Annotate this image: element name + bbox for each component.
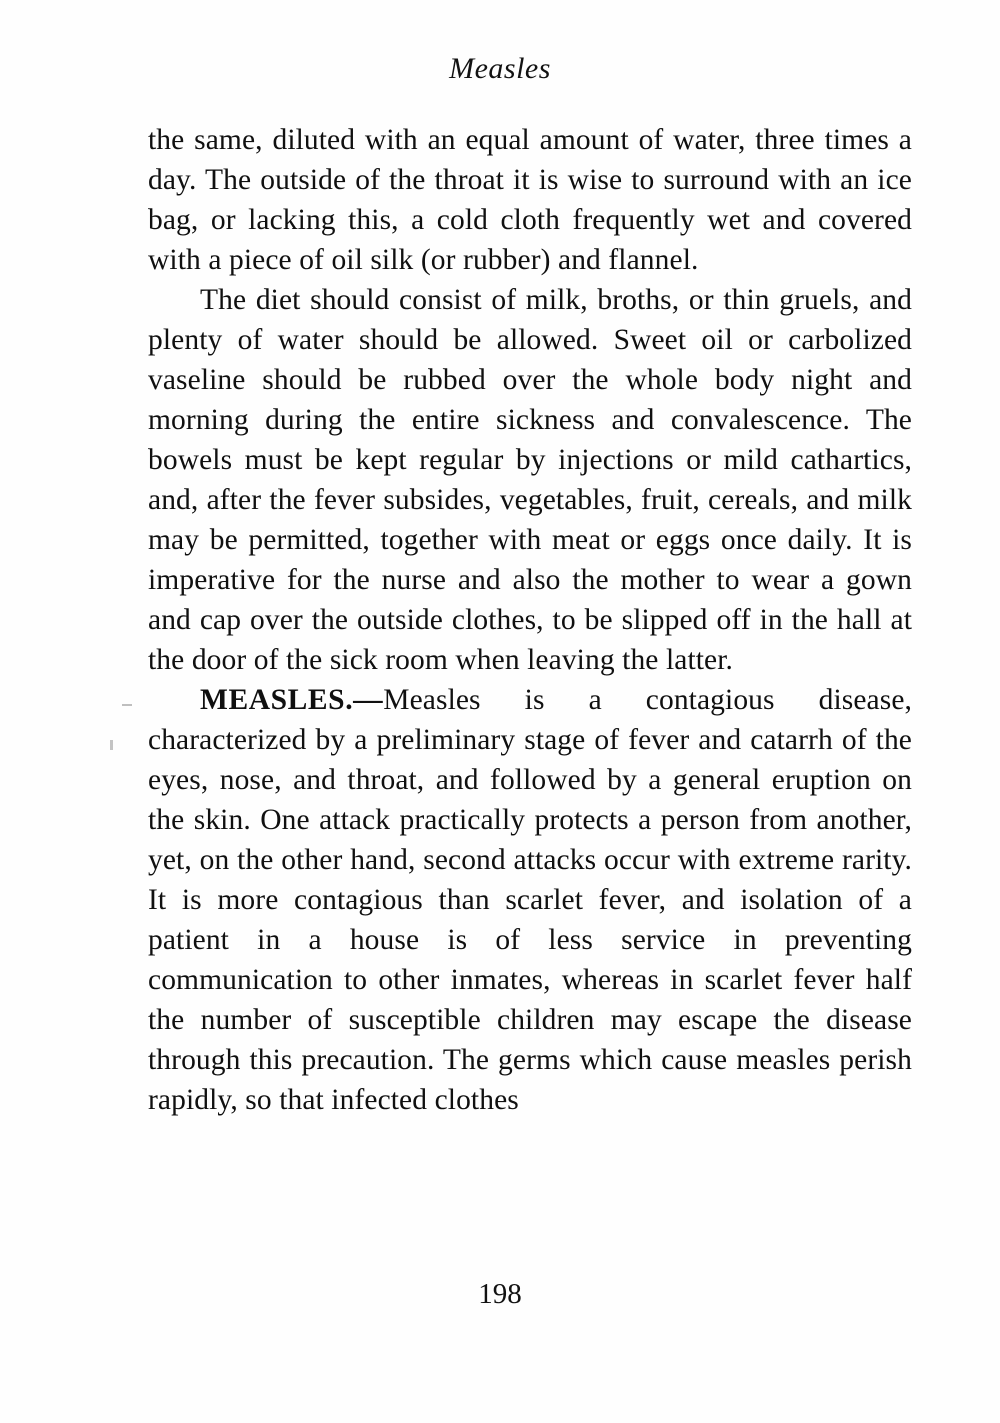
paragraph-continued: the same, diluted with an equal amount of water, three times a day. The outside of the throat it is wise to surround with an ice bag, or lacking this, a cold cloth frequently wet and covered with a piece of oil silk (or rubber) and flannel. [148,124,912,276]
paragraph-measles [148,680,912,1120]
page-number: 198 [478,1278,522,1310]
margin-mark-lower [110,740,113,750]
margin-mark-upper [122,704,132,706]
entry-body: Measles is a contagious disease, characterized by a preliminary stage of fever and catarrh of the eyes, nose, and throat, and followed by a general eruption on the skin. One attack practically protects a person from another, yet, on the other hand, second attacks occur with extreme rarity. It is more contagious than scarlet fever, and isolation of a patient in a house is of less service in preventing communication to other inmates, whereas in scarlet fever half the number of susceptible children may escape the disease through this precaution. The germs which cause measles perish rapidly, so that infected clothes [148,684,912,1116]
entry-headword: MEASLES.— [200,684,384,716]
paragraph-diet: The diet should consist of milk, broths, or thin gruels, and plenty of water should be allowed. Sweet oil or carbolized vaseline should be rubbed over the whole body night and morning during the entire sickness and convalescence. The bowels must be kept regular by injections or mild cathartics, and, after the fever subsides, vegetables, fruit, cereals, and milk may be permitted, together with meat or eggs once daily. It is imperative for the nurse and also the mother to wear a gown and cap over the outside clothes, to be slipped off in the hall at the door of the sick room when leaving the latter. [148,284,912,676]
running-head: Measles [449,52,551,85]
body-text [148,120,912,1120]
